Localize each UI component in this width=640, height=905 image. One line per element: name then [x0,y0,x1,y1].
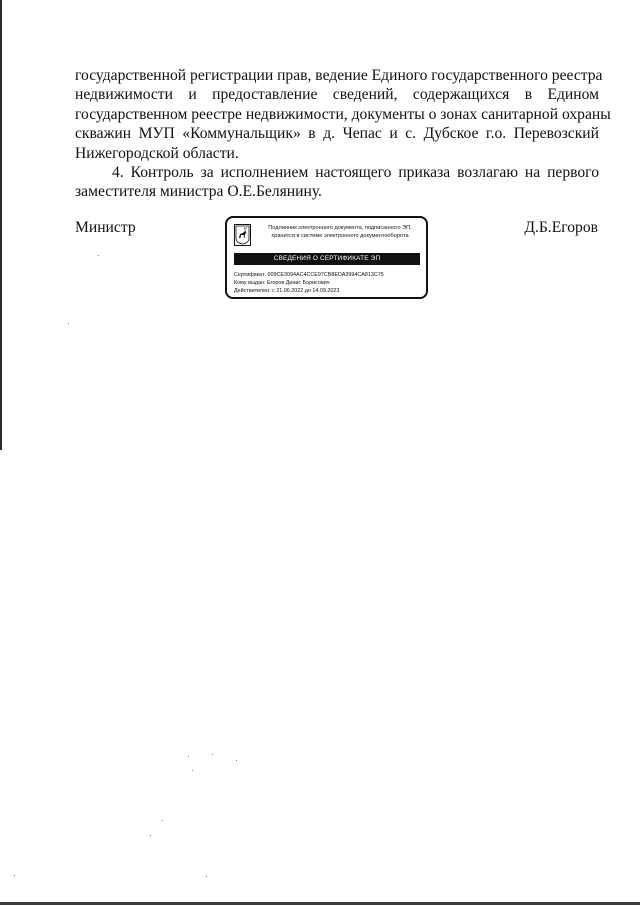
electronic-signature-stamp [225,216,428,299]
signer-name: Д.Б.Егоров [524,219,598,236]
text-line: скважин МУП «Коммунальщик» в д. Чепас и с. Дубское г.о. Перевозский [75,125,599,143]
certificate-validity: Действителен: с 21.06.2022 до 14.09.2023 [234,288,340,294]
signature-notice-line: Подлинник электронного документа, подписанного ЭП, [268,225,412,231]
nizhny-novgorod-emblem-icon [234,224,251,246]
signature-notice-line: хранится в системе электронного документооборота [271,233,409,239]
certificate-details [234,271,424,295]
certificate-owner: Кому выдан: Егоров Денис Борисович [234,280,330,286]
paragraph-4 [75,163,599,202]
scan-speck [98,255,99,256]
scan-speck [236,760,237,761]
scan-speck [192,770,193,771]
signature-notice [257,224,423,240]
text-line: Нижегородской области. [75,144,239,162]
certificate-serial: Сертификат: 009CE3094AC4CCE97CB8EDA3994CA813C75 [234,272,384,278]
scan-speck [14,875,15,876]
scan-left-edge [0,0,2,450]
certificate-banner: СВЕДЕНИЯ О СЕРТИФИКАТЕ ЭП [234,253,420,265]
text-line: государственном реестре недвижимости, документы о зонах санитарной охраны [75,105,611,123]
scan-speck [188,756,189,757]
signer-title: Министр [75,219,136,236]
document-body [75,66,611,202]
paragraph-continuation [75,66,611,163]
text-line: заместителя министра О.Е.Белянину. [75,183,322,201]
scan-speck [206,876,207,877]
text-line: государственной регистрации прав, ведение Единого государственного реестра [75,67,603,84]
scan-speck [212,754,213,755]
text-line: недвижимости и предоставление сведений, содержащихся в Едином [75,86,599,104]
scan-speck [162,820,163,821]
scan-speck [150,835,151,836]
scan-speck [68,323,69,324]
text-line: 4. Контроль за исполнением настоящего приказа возлагаю на первого [112,164,599,182]
